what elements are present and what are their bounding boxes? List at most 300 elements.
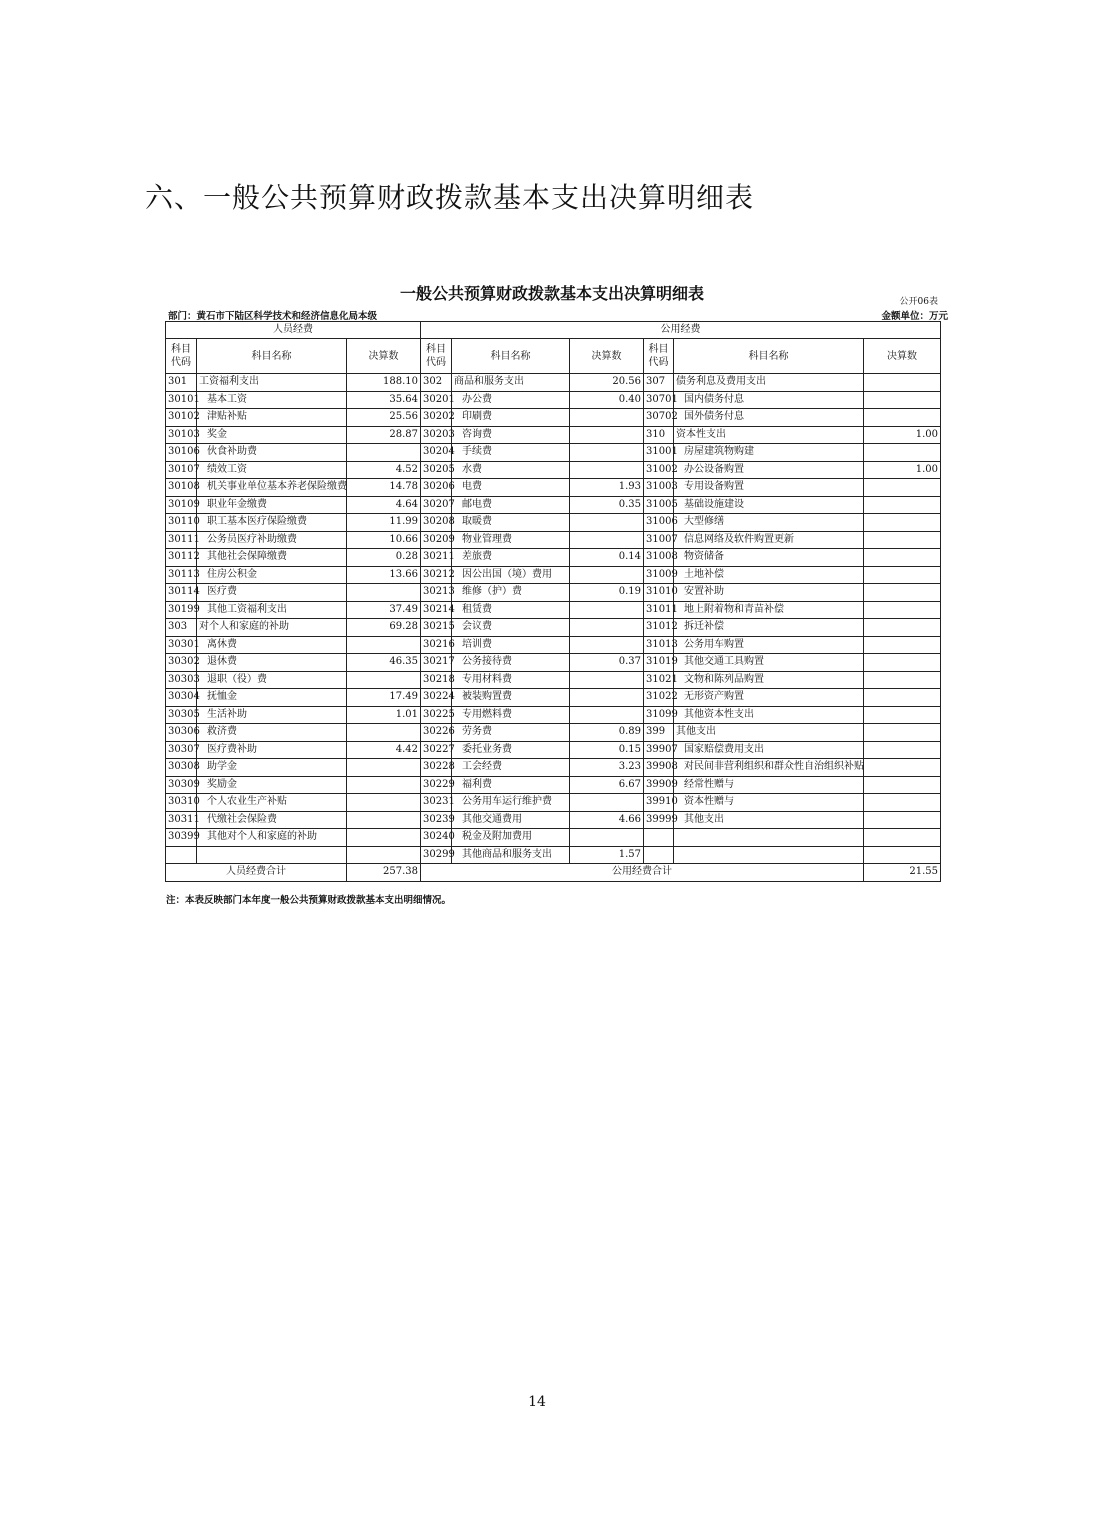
unit-label: 金额单位：万元 <box>881 311 948 322</box>
table-row <box>166 776 941 794</box>
cell-name: 会议费 <box>452 619 570 637</box>
cell-amount: 0.14 <box>570 549 644 567</box>
cell-code: 30208 <box>421 514 452 532</box>
table-row <box>166 689 941 707</box>
header-amount: 决算数 <box>864 339 941 374</box>
cell-name: 工会经费 <box>452 759 570 777</box>
cell-amount <box>347 759 421 777</box>
cell-name: 公务接待费 <box>452 654 570 672</box>
cell-name: 土地补偿 <box>674 566 864 584</box>
cell-amount <box>570 689 644 707</box>
header-name: 科目名称 <box>674 339 864 374</box>
cell-code: 30108 <box>166 479 197 497</box>
cell-name: 房屋建筑物购建 <box>674 444 864 462</box>
cell-amount <box>347 584 421 602</box>
cell-code: 31001 <box>644 444 674 462</box>
table-row <box>166 724 941 742</box>
cell-code: 31013 <box>644 636 674 654</box>
cell-code: 31002 <box>644 461 674 479</box>
cell-amount: 10.66 <box>347 531 421 549</box>
cell-amount <box>570 426 644 444</box>
cell-name: 个人农业生产补贴 <box>197 794 347 812</box>
form-number: 公开06表 <box>899 297 938 307</box>
cell-code: 31003 <box>644 479 674 497</box>
cell-amount: 0.15 <box>570 741 644 759</box>
cell-amount <box>864 584 941 602</box>
table-row <box>166 479 941 497</box>
cell-code: 31099 <box>644 706 674 724</box>
cell-amount <box>864 409 941 427</box>
table-row <box>166 374 941 392</box>
expenditure-table <box>165 321 941 882</box>
cell-name: 其他工资福利支出 <box>197 601 347 619</box>
cell-name: 其他支出 <box>674 811 864 829</box>
cell-code: 30205 <box>421 461 452 479</box>
table-row <box>166 496 941 514</box>
cell-code: 30701 <box>644 391 674 409</box>
cell-name: 委托业务费 <box>452 741 570 759</box>
cell-name <box>674 829 864 847</box>
cell-name: 基本工资 <box>197 391 347 409</box>
cell-amount: 35.64 <box>347 391 421 409</box>
header-amount: 决算数 <box>570 339 644 374</box>
cell-name: 奖金 <box>197 426 347 444</box>
cell-amount: 0.19 <box>570 584 644 602</box>
cell-name: 被装购置费 <box>452 689 570 707</box>
cell-code: 30310 <box>166 794 197 812</box>
cell-name: 专用设备购置 <box>674 479 864 497</box>
table-title: 一般公共预算财政拨款基本支出决算明细表 <box>399 284 704 303</box>
cell-name: 国家赔偿费用支出 <box>674 741 864 759</box>
cell-code: 30228 <box>421 759 452 777</box>
cell-amount <box>347 811 421 829</box>
cell-code: 399 <box>644 724 674 742</box>
header-name: 科目名称 <box>197 339 347 374</box>
cell-amount: 14.78 <box>347 479 421 497</box>
cell-code: 30201 <box>421 391 452 409</box>
table-row <box>166 461 941 479</box>
group-header-row <box>166 322 941 339</box>
page-number: 14 <box>528 1394 546 1410</box>
cell-amount: 0.35 <box>570 496 644 514</box>
cell-amount <box>347 846 421 864</box>
cell-code: 31011 <box>644 601 674 619</box>
cell-amount: 0.40 <box>570 391 644 409</box>
cell-code: 310 <box>644 426 674 444</box>
cell-amount <box>864 566 941 584</box>
cell-code: 30213 <box>421 584 452 602</box>
cell-amount: 20.56 <box>570 374 644 392</box>
cell-amount <box>570 706 644 724</box>
cell-code: 39999 <box>644 811 674 829</box>
cell-code: 30702 <box>644 409 674 427</box>
cell-name <box>197 846 347 864</box>
cell-code: 30301 <box>166 636 197 654</box>
table-row <box>166 566 941 584</box>
cell-amount <box>864 846 941 864</box>
cell-amount <box>570 671 644 689</box>
cell-amount: 188.10 <box>347 374 421 392</box>
cell-amount: 25.56 <box>347 409 421 427</box>
cell-amount <box>347 776 421 794</box>
cell-amount <box>864 689 941 707</box>
cell-code: 31019 <box>644 654 674 672</box>
cell-code: 30225 <box>421 706 452 724</box>
cell-code: 39907 <box>644 741 674 759</box>
table-row <box>166 636 941 654</box>
cell-amount <box>864 496 941 514</box>
table-row <box>166 549 941 567</box>
cell-code: 31009 <box>644 566 674 584</box>
cell-amount <box>864 479 941 497</box>
cell-name: 信息网络及软件购置更新 <box>674 531 864 549</box>
cell-code: 30103 <box>166 426 197 444</box>
cell-code: 31012 <box>644 619 674 637</box>
personnel-total-label: 人员经费合计 <box>166 864 347 882</box>
cell-name: 医疗费 <box>197 584 347 602</box>
cell-amount: 0.89 <box>570 724 644 742</box>
table-row <box>166 759 941 777</box>
table-row <box>166 514 941 532</box>
cell-amount: 4.52 <box>347 461 421 479</box>
cell-name: 物资储备 <box>674 549 864 567</box>
cell-amount: 46.35 <box>347 654 421 672</box>
cell-code: 30217 <box>421 654 452 672</box>
cell-code: 30111 <box>166 531 197 549</box>
cell-name: 专用材料费 <box>452 671 570 689</box>
cell-name: 对民间非营利组织和群众性自治组织补贴 <box>674 759 864 777</box>
totals-row <box>166 864 941 882</box>
cell-code: 30308 <box>166 759 197 777</box>
cell-amount <box>570 444 644 462</box>
cell-code: 30202 <box>421 409 452 427</box>
department-label: 部门：黄石市下陆区科学技术和经济信息化局本级 <box>168 311 378 322</box>
cell-name: 地上附着物和青苗补偿 <box>674 601 864 619</box>
cell-code: 39909 <box>644 776 674 794</box>
cell-name: 因公出国（境）费用 <box>452 566 570 584</box>
cell-name: 商品和服务支出 <box>452 374 570 392</box>
cell-name: 离休费 <box>197 636 347 654</box>
cell-amount: 4.66 <box>570 811 644 829</box>
cell-name: 拆迁补偿 <box>674 619 864 637</box>
cell-amount <box>864 549 941 567</box>
cell-name: 办公设备购置 <box>674 461 864 479</box>
cell-amount <box>347 636 421 654</box>
cell-amount <box>864 759 941 777</box>
cell-name: 物业管理费 <box>452 531 570 549</box>
cell-amount: 4.64 <box>347 496 421 514</box>
cell-name: 职工基本医疗保险缴费 <box>197 514 347 532</box>
cell-code: 30224 <box>421 689 452 707</box>
cell-code: 31008 <box>644 549 674 567</box>
cell-code: 30305 <box>166 706 197 724</box>
cell-name: 取暖费 <box>452 514 570 532</box>
cell-code: 30102 <box>166 409 197 427</box>
personnel-total-value: 257.38 <box>347 864 421 882</box>
table-row <box>166 829 941 847</box>
cell-code: 30106 <box>166 444 197 462</box>
cell-amount <box>864 794 941 812</box>
cell-name: 劳务费 <box>452 724 570 742</box>
cell-code <box>644 846 674 864</box>
cell-amount <box>864 706 941 724</box>
cell-name: 国内债务付息 <box>674 391 864 409</box>
table-row <box>166 531 941 549</box>
cell-name: 税金及附加费用 <box>452 829 570 847</box>
table-row <box>166 671 941 689</box>
cell-name: 抚恤金 <box>197 689 347 707</box>
cell-code: 30302 <box>166 654 197 672</box>
cell-code: 30307 <box>166 741 197 759</box>
cell-amount <box>864 654 941 672</box>
table-row <box>166 426 941 444</box>
cell-amount: 37.49 <box>347 601 421 619</box>
cell-code: 31006 <box>644 514 674 532</box>
cell-name: 退职（役）费 <box>197 671 347 689</box>
cell-amount <box>570 531 644 549</box>
cell-code: 31007 <box>644 531 674 549</box>
cell-name: 国外债务付息 <box>674 409 864 427</box>
cell-amount <box>864 374 941 392</box>
cell-code: 301 <box>166 374 197 392</box>
cell-code: 39910 <box>644 794 674 812</box>
header-name: 科目名称 <box>452 339 570 374</box>
group-personnel: 人员经费 <box>166 322 421 339</box>
table-row <box>166 811 941 829</box>
cell-code: 31021 <box>644 671 674 689</box>
cell-code: 30239 <box>421 811 452 829</box>
cell-amount <box>864 601 941 619</box>
cell-amount: 1.93 <box>570 479 644 497</box>
cell-amount <box>570 409 644 427</box>
cell-amount: 1.00 <box>864 426 941 444</box>
table-row <box>166 619 941 637</box>
cell-amount: 0.28 <box>347 549 421 567</box>
cell-code: 30212 <box>421 566 452 584</box>
header-amount: 决算数 <box>347 339 421 374</box>
cell-code: 30112 <box>166 549 197 567</box>
cell-amount <box>864 391 941 409</box>
cell-code: 30113 <box>166 566 197 584</box>
cell-code: 30114 <box>166 584 197 602</box>
cell-code <box>166 846 197 864</box>
cell-code: 30215 <box>421 619 452 637</box>
cell-name: 奖励金 <box>197 776 347 794</box>
cell-amount: 1.57 <box>570 846 644 864</box>
cell-name: 生活补助 <box>197 706 347 724</box>
cell-code: 30227 <box>421 741 452 759</box>
table-row <box>166 706 941 724</box>
cell-code: 302 <box>421 374 452 392</box>
cell-code: 30107 <box>166 461 197 479</box>
cell-amount: 1.00 <box>864 461 941 479</box>
cell-name: 基础设施建设 <box>674 496 864 514</box>
cell-amount: 1.01 <box>347 706 421 724</box>
cell-name: 资本性支出 <box>674 426 864 444</box>
cell-amount: 0.37 <box>570 654 644 672</box>
cell-amount <box>864 671 941 689</box>
cell-name: 其他交通费用 <box>452 811 570 829</box>
cell-amount <box>570 566 644 584</box>
table-row <box>166 391 941 409</box>
cell-amount <box>864 724 941 742</box>
public-total-value: 21.55 <box>864 864 941 882</box>
cell-code: 30203 <box>421 426 452 444</box>
cell-code: 30206 <box>421 479 452 497</box>
cell-amount <box>347 724 421 742</box>
cell-name: 安置补助 <box>674 584 864 602</box>
cell-name: 专用燃料费 <box>452 706 570 724</box>
cell-amount: 69.28 <box>347 619 421 637</box>
page-heading: 六、一般公共预算财政拨款基本支出决算明细表 <box>145 181 755 214</box>
cell-name: 其他资本性支出 <box>674 706 864 724</box>
cell-amount <box>570 514 644 532</box>
cell-name: 印刷费 <box>452 409 570 427</box>
cell-code: 31005 <box>644 496 674 514</box>
group-public: 公用经费 <box>421 322 941 339</box>
table-note: 注：本表反映部门本年度一般公共预算财政拨款基本支出明细情况。 <box>166 895 452 906</box>
cell-code: 30299 <box>421 846 452 864</box>
cell-amount <box>864 444 941 462</box>
cell-code: 30199 <box>166 601 197 619</box>
cell-amount <box>864 514 941 532</box>
cell-code: 30229 <box>421 776 452 794</box>
cell-code: 30101 <box>166 391 197 409</box>
cell-code: 30216 <box>421 636 452 654</box>
header-code: 科目代码 <box>421 339 452 374</box>
cell-name: 医疗费补助 <box>197 741 347 759</box>
cell-code: 307 <box>644 374 674 392</box>
cell-amount <box>570 601 644 619</box>
cell-amount <box>570 636 644 654</box>
cell-name: 福利费 <box>452 776 570 794</box>
cell-name: 手续费 <box>452 444 570 462</box>
cell-code: 30226 <box>421 724 452 742</box>
cell-name: 职业年金缴费 <box>197 496 347 514</box>
cell-name: 伙食补助费 <box>197 444 347 462</box>
cell-amount <box>347 444 421 462</box>
cell-code: 30209 <box>421 531 452 549</box>
cell-code: 30240 <box>421 829 452 847</box>
cell-amount <box>347 829 421 847</box>
cell-name: 邮电费 <box>452 496 570 514</box>
cell-code: 39908 <box>644 759 674 777</box>
cell-name: 公务员医疗补助缴费 <box>197 531 347 549</box>
cell-code: 30399 <box>166 829 197 847</box>
cell-code: 30309 <box>166 776 197 794</box>
table-row <box>166 409 941 427</box>
table-row <box>166 601 941 619</box>
cell-name: 救济费 <box>197 724 347 742</box>
cell-name: 其他商品和服务支出 <box>452 846 570 864</box>
cell-code: 30211 <box>421 549 452 567</box>
header-code: 科目代码 <box>644 339 674 374</box>
cell-amount <box>570 461 644 479</box>
cell-name: 大型修缮 <box>674 514 864 532</box>
cell-name: 绩效工资 <box>197 461 347 479</box>
cell-name: 债务利息及费用支出 <box>674 374 864 392</box>
table-row <box>166 846 941 864</box>
cell-amount <box>347 794 421 812</box>
cell-name: 机关事业单位基本养老保险缴费 <box>197 479 347 497</box>
cell-name: 工资福利支出 <box>197 374 347 392</box>
table-row <box>166 794 941 812</box>
cell-name: 咨询费 <box>452 426 570 444</box>
cell-name: 退休费 <box>197 654 347 672</box>
cell-code: 30109 <box>166 496 197 514</box>
cell-code: 30231 <box>421 794 452 812</box>
cell-name: 公务用车运行维护费 <box>452 794 570 812</box>
cell-name: 住房公积金 <box>197 566 347 584</box>
cell-amount <box>570 619 644 637</box>
cell-amount: 28.87 <box>347 426 421 444</box>
cell-amount: 17.49 <box>347 689 421 707</box>
cell-code: 303 <box>166 619 197 637</box>
cell-name: 租赁费 <box>452 601 570 619</box>
cell-name: 文物和陈列品购置 <box>674 671 864 689</box>
cell-amount <box>347 671 421 689</box>
cell-code: 30204 <box>421 444 452 462</box>
table-row <box>166 654 941 672</box>
cell-amount <box>864 776 941 794</box>
table-row <box>166 584 941 602</box>
header-code: 科目代码 <box>166 339 197 374</box>
cell-code: 31022 <box>644 689 674 707</box>
public-total-label: 公用经费合计 <box>421 864 864 882</box>
cell-code: 30214 <box>421 601 452 619</box>
cell-amount: 13.66 <box>347 566 421 584</box>
cell-amount <box>864 531 941 549</box>
cell-amount <box>864 741 941 759</box>
cell-name: 差旅费 <box>452 549 570 567</box>
cell-amount <box>864 619 941 637</box>
cell-amount <box>864 811 941 829</box>
table-row <box>166 444 941 462</box>
cell-code: 30306 <box>166 724 197 742</box>
column-header-row <box>166 339 941 374</box>
cell-name: 办公费 <box>452 391 570 409</box>
cell-name: 其他支出 <box>674 724 864 742</box>
cell-amount: 4.42 <box>347 741 421 759</box>
cell-name: 对个人和家庭的补助 <box>197 619 347 637</box>
cell-code: 30110 <box>166 514 197 532</box>
cell-name: 其他对个人和家庭的补助 <box>197 829 347 847</box>
cell-code: 31010 <box>644 584 674 602</box>
table-row <box>166 741 941 759</box>
cell-code: 30303 <box>166 671 197 689</box>
cell-name: 培训费 <box>452 636 570 654</box>
cell-amount <box>864 636 941 654</box>
cell-name <box>674 846 864 864</box>
cell-amount: 3.23 <box>570 759 644 777</box>
cell-name: 水费 <box>452 461 570 479</box>
cell-code: 30311 <box>166 811 197 829</box>
cell-name: 资本性赠与 <box>674 794 864 812</box>
cell-code: 30218 <box>421 671 452 689</box>
cell-amount <box>570 794 644 812</box>
cell-amount: 11.99 <box>347 514 421 532</box>
cell-name: 电费 <box>452 479 570 497</box>
cell-name: 其他交通工具购置 <box>674 654 864 672</box>
cell-name: 经常性赠与 <box>674 776 864 794</box>
cell-name: 助学金 <box>197 759 347 777</box>
cell-name: 维修（护）费 <box>452 584 570 602</box>
cell-code <box>644 829 674 847</box>
cell-amount <box>864 829 941 847</box>
cell-name: 代缴社会保险费 <box>197 811 347 829</box>
cell-name: 无形资产购置 <box>674 689 864 707</box>
cell-name: 公务用车购置 <box>674 636 864 654</box>
